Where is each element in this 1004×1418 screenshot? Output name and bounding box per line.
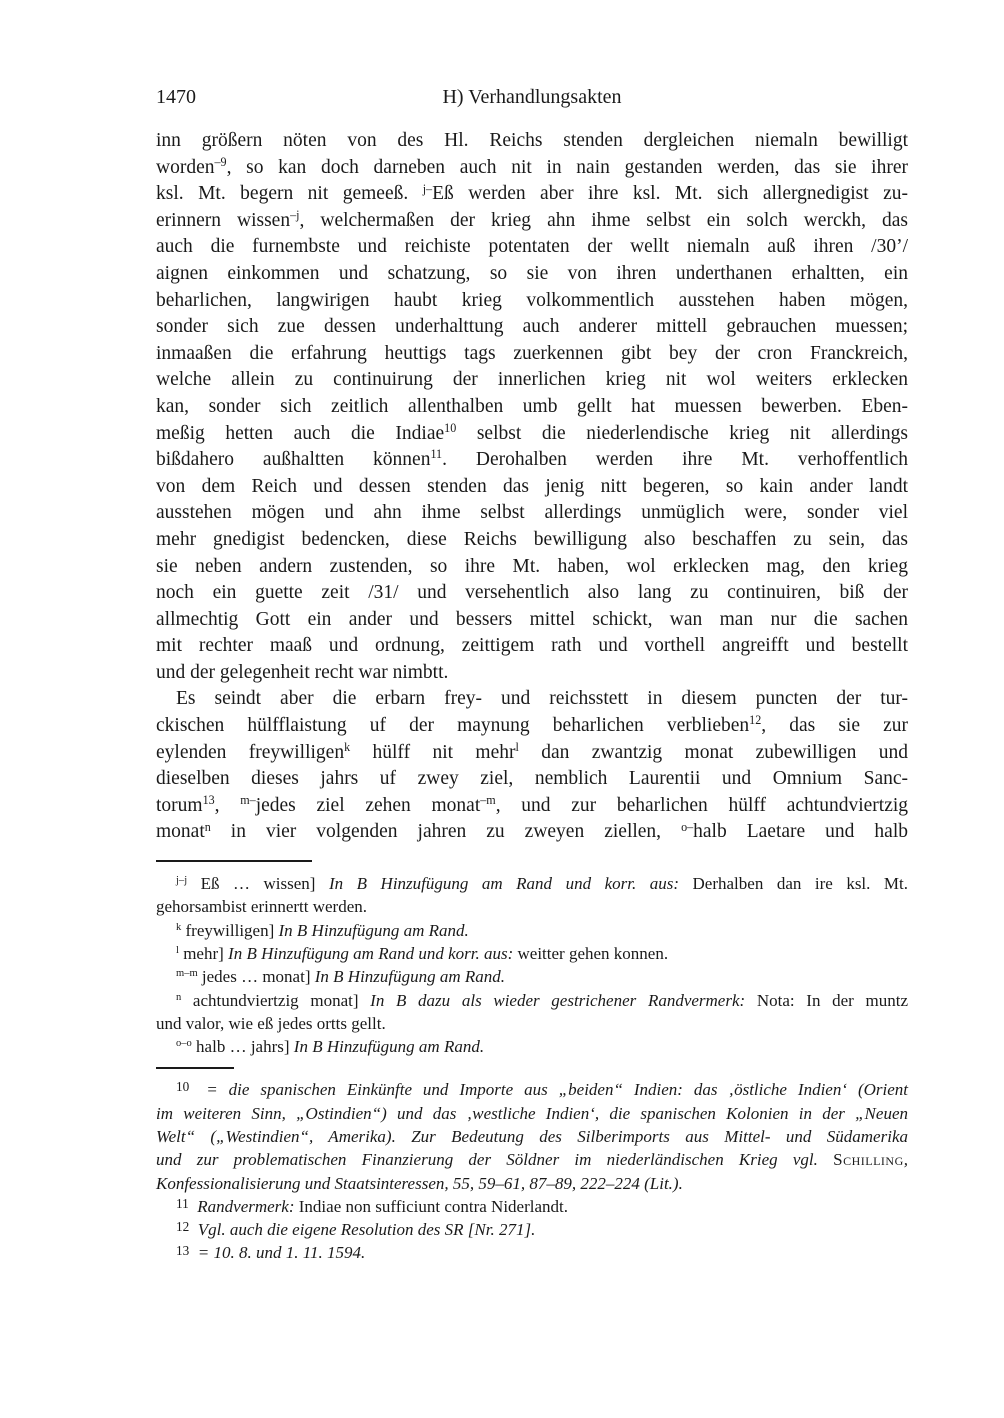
text-run: kan, sonder sich zeitlich allenthalben umb gellt hat muessen bewerben. Eben- xyxy=(156,395,908,417)
text-run: gehorsambist erinnertt werden. xyxy=(156,897,368,917)
text-run: torum xyxy=(156,794,203,816)
text-run: achtundviertzig monat] xyxy=(181,990,371,1010)
body-line xyxy=(156,128,908,155)
text-run: , welchermaßen der krieg ahn ihme selbst ein solch werckh, das xyxy=(299,209,908,231)
superscript-marker: l xyxy=(515,740,519,755)
apparatus-line xyxy=(156,989,908,1012)
text-run: mit rechter maaß und ordnung, zeittigem rath und vorthell angreifft und bestellt xyxy=(156,635,908,657)
italic-run: = 10. 8. und 1. 11. 1594. xyxy=(197,1243,366,1263)
body-line xyxy=(156,580,908,607)
body-line xyxy=(156,500,908,527)
italic-run: Konfessionalisierung und Staatsinteressen, 55, 59–61, 87–89, 222–224 (Lit.). xyxy=(156,1173,683,1193)
superscript-marker: n xyxy=(176,991,182,1003)
superscript-marker: l xyxy=(176,945,179,957)
body-line xyxy=(156,554,908,581)
body-line xyxy=(156,288,908,315)
body-line xyxy=(156,181,908,208)
superscript-marker: m– xyxy=(240,793,256,808)
apparatus-line xyxy=(156,895,908,918)
footnote-line xyxy=(156,1195,908,1218)
body-line xyxy=(156,766,908,793)
text-run: halb Laetare und halb xyxy=(693,821,908,843)
italic-run: Vgl. auch die eigene Resolution des SR [Nr. 271]. xyxy=(197,1220,536,1240)
footnote-line xyxy=(156,1241,908,1264)
text-run xyxy=(189,1197,198,1216)
italic-run: Randvermerk: xyxy=(197,1196,295,1216)
text-run: dieselben dieses jahrs uf zwey ziel, nemblich Laurentii und Omnium Sanc- xyxy=(156,768,908,790)
text-run: und der gelegenheit recht war nimbtt. xyxy=(156,661,449,683)
text-run: von dem Reich und dessen stenden das jenig nitt begeren, so kain ander landt xyxy=(156,475,908,497)
text-run: aignen einkommen und schatzung, so sie von ihren underthanen erhaltten, ein xyxy=(156,262,908,284)
superscript-marker: 13 xyxy=(202,793,215,808)
text-run: auch die furnembste und reichiste potentaten der wellt niemaln auß ihren /30’/ xyxy=(156,236,908,258)
italic-run: In B Hinzufügung am Rand. xyxy=(278,920,469,940)
running-title: H) Verhandlungsakten xyxy=(442,86,622,108)
text-run: Nota: In der muntz xyxy=(745,990,908,1010)
text-run: , das sie zur xyxy=(761,715,908,737)
footnote-number: 11 xyxy=(176,1195,189,1211)
text-run: bißdahero außhaltten können xyxy=(156,449,431,471)
text-run: welche allein zu continuirung der innerlichen krieg nit wol weiters erklecken xyxy=(156,369,908,391)
footnote-separator xyxy=(156,1067,234,1069)
page-number: 1470 xyxy=(156,86,196,108)
body-line xyxy=(156,421,908,448)
apparatus-separator xyxy=(156,860,312,862)
critical-apparatus xyxy=(156,872,908,1058)
superscript-marker: 10 xyxy=(444,420,457,435)
page-header xyxy=(156,84,908,110)
text-run: , und zur beharlichen hülff achtundviertzig xyxy=(495,794,909,816)
text-run xyxy=(189,1080,206,1099)
body-line xyxy=(156,208,908,235)
italic-run: , xyxy=(903,1150,908,1170)
superscript-marker: j–j xyxy=(176,875,188,887)
superscript-marker: 11 xyxy=(430,447,443,462)
superscript-marker: o– xyxy=(681,819,694,834)
text-run: inn größern nöten von des Hl. Reichs stenden dergleichen niemaln bewilligt xyxy=(156,130,908,151)
text-run: Derhalben dan ire ksl. Mt. xyxy=(679,874,909,894)
text-run: meßig hetten auch die Indiae xyxy=(156,422,445,444)
text-run: , so kan doch darneben auch nit in nain gestanden werden, das sie ihrer xyxy=(226,156,908,178)
footnote-line xyxy=(156,1125,908,1148)
body-line xyxy=(156,740,908,767)
body-line xyxy=(156,819,908,846)
text-run: halb … jahrs] xyxy=(191,1037,294,1057)
text-run: in vier volgenden jahren zu zweyen ziellen, xyxy=(210,821,682,843)
text-run: jedes ziel zehen monat xyxy=(255,794,481,816)
body-line xyxy=(156,633,908,660)
body-line xyxy=(156,607,908,634)
body-line xyxy=(156,660,908,687)
text-run: beharlichen, langwirigen haubt krieg volkommentlich ausstehen haben mögen, xyxy=(156,289,908,311)
superscript-marker: –9 xyxy=(214,154,227,169)
apparatus-line xyxy=(156,872,908,895)
text-run: Eß … wissen] xyxy=(187,874,329,894)
text-run: dan zwantzig monat zubewilligen und xyxy=(518,741,909,763)
text-run: , xyxy=(214,794,241,816)
superscript-marker: –m xyxy=(480,793,496,808)
superscript-marker: 12 xyxy=(749,713,762,728)
text-run: ksl. Mt. begern nit gemeeß. xyxy=(156,183,423,205)
superscript-marker: j– xyxy=(422,181,433,196)
text-run: ckischen hülfflaistung uf der maynung beharlichen verblieben xyxy=(156,715,750,737)
text-block xyxy=(156,84,908,1265)
apparatus-line xyxy=(156,965,908,988)
text-run: . Derohalben werden ihre Mt. verhoffentlich xyxy=(442,449,908,471)
apparatus-line xyxy=(156,942,908,965)
text-run: noch ein guette zeit /31/ und versehentlich also lang zu continuiren, biß der xyxy=(156,582,908,604)
text-run: Eß werden aber ihre ksl. Mt. sich allergnedigist zu- xyxy=(432,183,908,205)
text-run: Es seindt aber die erbarn frey- und reichsstett in diesem puncten der tur- xyxy=(176,688,908,710)
footnote-line xyxy=(156,1078,908,1101)
smallcaps-author: Schilling xyxy=(833,1150,904,1170)
body-line xyxy=(156,793,908,820)
superscript-marker: k xyxy=(176,921,182,933)
text-run: mehr] xyxy=(178,943,229,963)
italic-run: In B Hinzufügung am Rand und korr. aus: xyxy=(328,874,680,894)
apparatus-line xyxy=(156,1012,908,1035)
body-line xyxy=(156,261,908,288)
text-run: worden xyxy=(156,156,215,178)
body-line xyxy=(156,367,908,394)
text-run: Indiae non sufficiunt contra Niderlandt. xyxy=(294,1196,569,1216)
italic-run: Welt“ („Westindien“, Amerika). Zur Bedeutung des Silberimports aus Mittel- und Südamerika xyxy=(156,1127,908,1146)
italic-run: im weiteren Sinn, „Ostindien“) und das ‚westliche Indien‘, die spanischen Kolonien in der „Neuen xyxy=(156,1103,908,1123)
body-line xyxy=(156,474,908,501)
body-line xyxy=(156,394,908,421)
text-run: mehr gnedigist bedencken, diese Reichs bewilligung also beschaffen zu sein, das xyxy=(156,528,908,550)
body-line xyxy=(156,314,908,341)
text-run: eylenden freywilligen xyxy=(156,741,345,763)
superscript-marker: m–m xyxy=(176,968,198,980)
text-run: allmechtig Gott ein ander und bessers mittel schickt, wan man nur die sachen xyxy=(156,608,908,630)
text-run: inmaaßen die erfahrung heuttigs tags zuerkennen gibt bey der cron Franckreich, xyxy=(156,342,908,364)
text-run: jedes … monat] xyxy=(197,967,315,987)
text-run: ausstehen mögen und ahn ihme selbst allerdings unmüglich were, sonder viel xyxy=(156,502,908,524)
text-run: hülff nit mehr xyxy=(350,741,516,763)
body-line xyxy=(156,686,908,713)
italic-run: In B Hinzufügung am Rand. xyxy=(293,1037,485,1057)
footnote-number: 13 xyxy=(176,1242,190,1258)
italic-run: In B Hinzufügung am Rand und korr. aus: xyxy=(228,943,514,963)
text-run: sie neben andern zustenden, so ihre Mt. haben, wol erklecken mag, den krieg xyxy=(156,555,908,577)
italic-run: In B dazu als wieder gestrichener Randvermerk: xyxy=(370,990,746,1010)
footnote-number: 12 xyxy=(176,1219,190,1235)
body-line xyxy=(156,234,908,261)
text-run: und valor, wie eß jedes ortts gellt. xyxy=(156,1013,386,1033)
text-run: freywilligen] xyxy=(181,920,279,940)
superscript-marker: o–o xyxy=(176,1038,192,1050)
italic-run: und zur problematischen Finanzierung der Söldner im niederländischen Krieg vgl. xyxy=(156,1150,834,1170)
footnote-line xyxy=(156,1172,908,1195)
body-line xyxy=(156,341,908,368)
italic-run: In B Hinzufügung am Rand. xyxy=(314,967,506,987)
body-line xyxy=(156,713,908,740)
italic-run: = die spanischen Einkünfte und Importe aus „beiden“ Indien: das ‚östliche Indien‘ (Orient xyxy=(206,1080,908,1100)
body-line xyxy=(156,447,908,474)
apparatus-line xyxy=(156,919,908,942)
text-run: selbst die niederlendische krieg nit allerdings xyxy=(456,422,908,444)
body-text xyxy=(156,128,908,846)
text-run: sonder sich zue dessen underhalttung auch anderer mittell gebrauchen muessen; xyxy=(156,316,908,338)
superscript-marker: k xyxy=(344,740,351,755)
superscript-marker: –j xyxy=(290,208,300,223)
footnote-line xyxy=(156,1148,908,1171)
footnote-number: 10 xyxy=(176,1079,190,1095)
text-run: weitter gehen konnen. xyxy=(513,943,669,963)
text-run xyxy=(189,1243,198,1262)
text-run xyxy=(189,1220,198,1239)
footnote-line xyxy=(156,1218,908,1241)
footnote-line xyxy=(156,1102,908,1125)
body-line xyxy=(156,155,908,182)
apparatus-line xyxy=(156,1035,908,1058)
superscript-marker: n xyxy=(204,819,211,834)
body-line xyxy=(156,527,908,554)
footnotes xyxy=(156,1078,908,1264)
text-run: monat xyxy=(156,821,205,843)
text-run: erinnern wissen xyxy=(156,209,291,231)
